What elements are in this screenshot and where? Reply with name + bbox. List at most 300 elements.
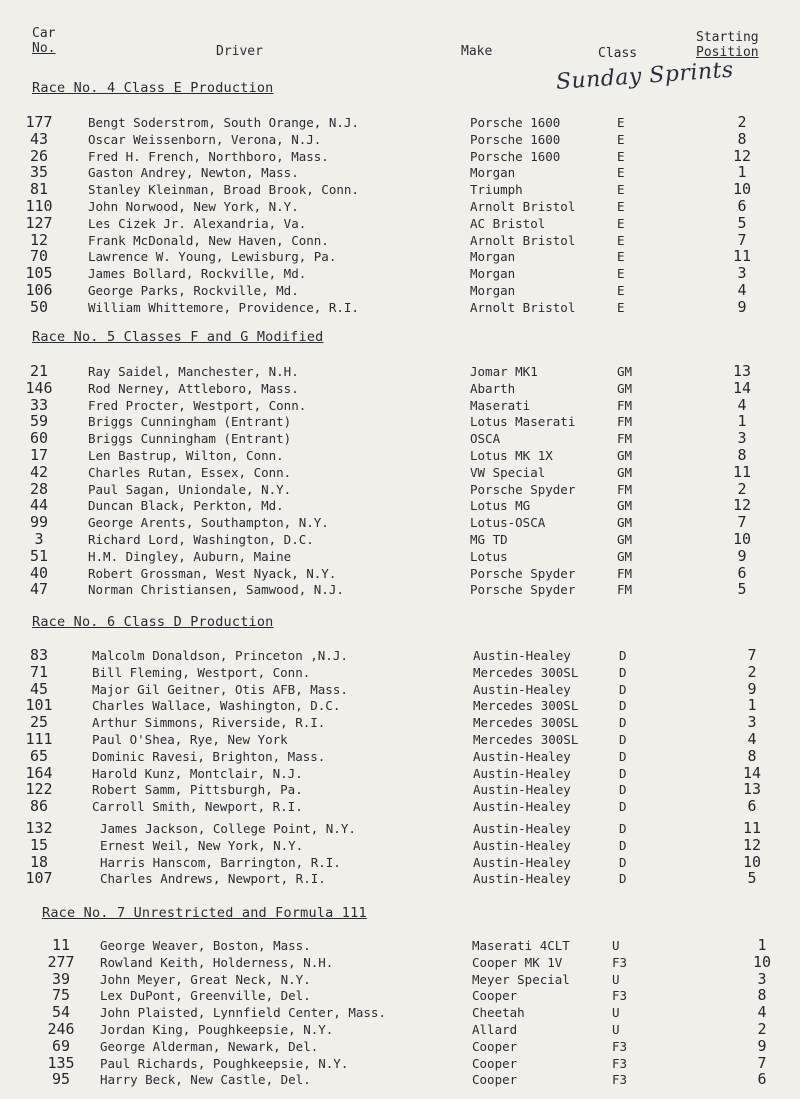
entry-row [0, 479, 800, 499]
car-class: GM [617, 448, 633, 463]
car-class: U [612, 938, 620, 953]
car-class: E [617, 131, 625, 147]
car-class: FM [617, 481, 633, 497]
starting-position: 8 [757, 986, 767, 1005]
driver-name: George Arents, Southampton, N.Y. [88, 515, 329, 531]
driver-name: John Norwood, New York, N.Y. [88, 199, 299, 214]
entry-row [0, 395, 800, 415]
car-class: FM [617, 397, 633, 413]
car-number: 106 [25, 281, 53, 299]
entry-row [0, 230, 800, 250]
car-no-header: Car No. [32, 26, 56, 56]
car-number: 83 [29, 646, 49, 664]
car-number: 18 [29, 852, 49, 871]
car-make: Porsche Spyder [470, 582, 576, 598]
car-class: D [619, 715, 627, 731]
car-make: Cooper [472, 988, 518, 1004]
car-number: 135 [47, 1053, 75, 1072]
driver-name: Richard Lord, Washington, D.C. [88, 532, 314, 547]
driver-name: Frank McDonald, New Haven, Conn. [88, 232, 329, 248]
driver-name: Paul Sagan, Uniondale, N.Y. [88, 481, 292, 497]
car-make: Lotus Maserati [470, 414, 576, 430]
car-make: Allard [472, 1022, 518, 1037]
driver-name: Robert Samm, Pittsburgh, Pa. [92, 782, 303, 798]
driver-name: Carroll Smith, Newport, R.I. [92, 799, 303, 815]
driver-name: Gaston Andrey, Newton, Mass. [88, 165, 299, 181]
driver-name: Fred H. French, Northboro, Mass. [88, 148, 329, 164]
car-make: Lotus MG [470, 498, 531, 514]
entry-row [0, 498, 800, 515]
starting-position: 12 [732, 146, 752, 165]
driver-header: Driver [216, 44, 263, 59]
starting-position: 4 [757, 1003, 767, 1022]
car-class: E [617, 148, 625, 164]
driver-name: Charles Wallace, Washington, D.C. [92, 698, 341, 714]
entry-row [0, 698, 800, 715]
driver-name: George Weaver, Boston, Mass. [100, 938, 311, 953]
entry-row [0, 852, 800, 872]
car-make: Austin-Healey [473, 765, 571, 781]
race-title: Race No. 4 Class E Production [32, 80, 274, 96]
car-make: OSCA [470, 431, 501, 447]
car-make: Arnolt Bristol [470, 199, 576, 214]
car-make: Porsche 1600 [470, 115, 561, 130]
car-number: 111 [25, 730, 53, 748]
driver-name: Briggs Cunningham (Entrant) [88, 414, 292, 430]
car-number: 277 [47, 952, 75, 971]
car-number: 33 [29, 395, 49, 414]
car-number: 21 [29, 362, 49, 380]
entry-row [0, 378, 800, 398]
handwritten-note: Sunday Sprints [555, 57, 735, 95]
car-class: E [617, 165, 625, 181]
car-number: 59 [29, 412, 49, 431]
car-number: 70 [29, 247, 49, 266]
starting-position: 11 [732, 247, 752, 266]
car-class: D [619, 837, 627, 853]
entry-row [0, 182, 800, 199]
driver-name: William Whittemore, Providence, R.I. [88, 299, 359, 315]
car-class: E [617, 266, 625, 282]
car-make: Austin-Healey [473, 799, 571, 815]
entry-row [0, 988, 800, 1005]
car-make: Mercedes 300SL [473, 664, 579, 680]
car-make: Austin-Healey [473, 854, 571, 870]
starting-position: 4 [747, 730, 757, 748]
car-make: MG TD [470, 532, 508, 547]
driver-name: Malcolm Donaldson, Princeton ,N.J. [92, 648, 348, 663]
car-class: E [617, 232, 625, 248]
starting-position: 9 [737, 297, 747, 316]
car-class: D [619, 748, 627, 764]
entry-row [0, 662, 800, 682]
car-class: D [619, 854, 627, 870]
make-header: Make [461, 44, 493, 59]
starting-position: 4 [737, 395, 747, 414]
starting-position: 2 [747, 662, 757, 681]
car-make: Porsche Spyder [470, 481, 576, 497]
car-class: U [612, 1022, 620, 1037]
race-title: Race No. 6 Class D Production [32, 614, 274, 630]
car-class: E [617, 199, 625, 214]
entry-row [0, 582, 800, 599]
starting-position: 3 [747, 713, 757, 732]
car-class: FM [617, 582, 633, 598]
starting-position: 7 [737, 513, 747, 532]
starting-position-header: Starting Position [696, 30, 759, 60]
driver-name: Len Bastrup, Wilton, Conn. [88, 448, 284, 463]
car-class: GM [617, 498, 633, 514]
starting-position: 3 [737, 264, 747, 283]
driver-name: H.M. Dingley, Auburn, Maine [88, 548, 292, 564]
driver-name: Dominic Ravesi, Brighton, Mass. [92, 748, 326, 764]
driver-name: Duncan Black, Perkton, Md. [88, 498, 284, 514]
car-number: 51 [29, 546, 49, 565]
driver-name: Paul Richards, Poughkeepsie, N.Y. [100, 1055, 349, 1071]
starting-position: 13 [742, 780, 762, 799]
entry-row [0, 431, 800, 448]
car-make: Morgan [470, 249, 516, 265]
car-make: Porsche Spyder [470, 565, 576, 581]
car-number: 12 [29, 230, 49, 249]
race-title: Race No. 7 Unrestricted and Formula 111 [42, 905, 367, 921]
car-number: 127 [25, 213, 53, 232]
starting-position: 14 [742, 763, 762, 782]
car-make: Mercedes 300SL [473, 698, 579, 714]
driver-name: John Plaisted, Lynnfield Center, Mass. [100, 1005, 386, 1021]
car-class: U [612, 971, 620, 987]
car-class: GM [617, 364, 633, 379]
car-make: Austin-Healey [473, 871, 571, 887]
driver-name: Harris Hanscom, Barrington, R.I. [100, 854, 341, 870]
car-make: Lotus-OSCA [470, 515, 546, 531]
car-class: F3 [612, 988, 628, 1004]
car-class: U [612, 1005, 620, 1021]
car-class: FM [617, 414, 633, 430]
starting-position: 8 [747, 746, 757, 765]
driver-name: James Jackson, College Point, N.Y. [100, 821, 356, 836]
starting-position: 4 [737, 281, 747, 299]
car-class: D [619, 664, 627, 680]
driver-name: Ray Saidel, Manchester, N.H. [88, 364, 299, 379]
car-number: 132 [25, 819, 53, 837]
car-make: Porsche 1600 [470, 148, 561, 164]
entry-row [0, 835, 800, 855]
car-class: GM [617, 515, 633, 531]
car-class: D [619, 799, 627, 815]
car-make: Arnolt Bristol [470, 232, 576, 248]
starting-position: 2 [737, 113, 747, 131]
entry-row [0, 1022, 800, 1039]
car-class: GM [617, 464, 633, 480]
car-number: 17 [29, 446, 49, 464]
starting-position: 12 [742, 835, 762, 854]
car-number: 146 [25, 378, 53, 397]
entry-row [0, 1072, 800, 1089]
starting-position: 10 [742, 852, 762, 871]
driver-name: Major Gil Geitner, Otis AFB, Mass. [92, 681, 348, 697]
driver-name: Norman Christiansen, Samwood, N.J. [88, 582, 344, 598]
car-number: 60 [29, 429, 49, 448]
car-class: F3 [612, 1072, 628, 1088]
starting-position: 7 [747, 646, 757, 664]
starting-position: 1 [737, 412, 747, 431]
starting-position: 10 [752, 952, 772, 971]
entry-row [0, 746, 800, 766]
car-number: 164 [25, 763, 53, 782]
entry-row [0, 414, 800, 431]
entry-row [0, 297, 800, 317]
car-number: 35 [29, 163, 49, 182]
car-make: Austin-Healey [473, 648, 571, 663]
car-number: 246 [47, 1020, 75, 1038]
car-class: D [619, 765, 627, 781]
driver-name: Harry Beck, New Castle, Del. [100, 1072, 311, 1088]
driver-name: Jordan King, Poughkeepsie, N.Y. [100, 1022, 334, 1037]
entry-row [0, 952, 800, 972]
starting-position: 5 [747, 869, 757, 888]
entry-row [0, 364, 800, 381]
entry-row [0, 1053, 800, 1073]
entry-row [0, 532, 800, 549]
starting-position: 13 [732, 362, 752, 380]
entry-row [0, 799, 800, 816]
car-class: D [619, 782, 627, 798]
starting-position: 1 [747, 696, 757, 715]
starting-position: 10 [732, 180, 752, 199]
starting-position: 5 [737, 580, 747, 599]
driver-name: Rowland Keith, Holderness, N.H. [100, 954, 334, 970]
car-make: Austin-Healey [473, 837, 571, 853]
driver-name: James Bollard, Rockville, Md. [88, 266, 307, 282]
starting-position: 6 [747, 797, 757, 816]
car-make: Mercedes 300SL [473, 732, 579, 747]
entry-row [0, 448, 800, 465]
car-number: 47 [29, 580, 49, 599]
driver-name: Lawrence W. Young, Lewisburg, Pa. [88, 249, 337, 265]
car-make: Maserati 4CLT [472, 938, 570, 953]
starting-position: 7 [757, 1053, 767, 1072]
starting-position: 11 [732, 462, 752, 481]
car-number: 45 [29, 679, 49, 698]
car-make: Cooper MK 1V [472, 954, 563, 970]
starting-position: 6 [757, 1070, 767, 1089]
driver-name: George Parks, Rockville, Md. [88, 283, 299, 298]
car-make: Arnolt Bristol [470, 299, 576, 315]
driver-name: Paul O'Shea, Rye, New York [92, 732, 288, 747]
car-number: 86 [29, 797, 49, 816]
driver-name: John Meyer, Great Neck, N.Y. [100, 971, 311, 987]
starting-position: 2 [757, 1020, 767, 1038]
entry-row [0, 515, 800, 532]
starting-position: 2 [737, 479, 747, 498]
entry-row [0, 715, 800, 732]
car-number: 26 [29, 146, 49, 165]
driver-name: Stanley Kleinman, Broad Brook, Conn. [88, 182, 359, 198]
entry-row [0, 938, 800, 955]
car-class: D [619, 681, 627, 697]
starting-position: 6 [737, 563, 747, 582]
car-number: 39 [51, 969, 71, 988]
starting-position: 8 [737, 129, 747, 148]
entry-row [0, 969, 800, 989]
car-make: Triumph [470, 182, 523, 198]
car-class: E [617, 215, 625, 231]
car-number: 71 [29, 662, 49, 681]
car-number: 25 [29, 713, 49, 732]
car-number: 69 [51, 1036, 71, 1055]
car-make: Morgan [470, 165, 516, 181]
car-number: 105 [25, 264, 53, 283]
starting-position: 1 [737, 163, 747, 182]
car-number: 177 [25, 113, 53, 131]
car-number: 75 [51, 986, 71, 1005]
car-number: 50 [29, 297, 49, 316]
driver-name: Les Cizek Jr. Alexandria, Va. [88, 215, 307, 231]
starting-position: 9 [747, 679, 757, 698]
car-number: 65 [29, 746, 49, 765]
car-class: F3 [612, 1038, 628, 1054]
starting-position: 9 [737, 546, 747, 565]
car-class: GM [617, 548, 633, 564]
car-make: Abarth [470, 380, 516, 396]
class-header: Class [598, 46, 638, 61]
car-number: 81 [29, 180, 49, 199]
car-class: E [617, 299, 625, 315]
starting-position: 14 [732, 378, 752, 397]
car-number: 43 [29, 129, 49, 148]
car-class: F3 [612, 1055, 628, 1071]
car-make: Lotus [470, 548, 508, 564]
driver-name: Arthur Simmons, Riverside, R.I. [92, 715, 326, 731]
entry-row [0, 115, 800, 132]
car-number: 15 [29, 835, 49, 854]
car-make: Cooper [472, 1038, 518, 1054]
car-number: 101 [25, 696, 53, 715]
entry-row [0, 213, 800, 233]
entry-row [0, 146, 800, 166]
car-make: VW Special [470, 464, 546, 480]
starting-position: 11 [742, 819, 762, 837]
car-class: D [619, 821, 627, 836]
driver-name: Fred Procter, Westport, Conn. [88, 397, 307, 413]
car-class: E [617, 249, 625, 265]
entry-row [0, 648, 800, 665]
car-make: Porsche 1600 [470, 131, 561, 147]
car-make: Cooper [472, 1072, 518, 1088]
driver-name: Robert Grossman, West Nyack, N.Y. [88, 565, 337, 581]
entry-row [0, 679, 800, 699]
starting-position: 1 [757, 936, 767, 954]
entry-row [0, 249, 800, 266]
car-class: FM [617, 565, 633, 581]
car-number: 107 [25, 869, 53, 888]
entry-row [0, 199, 800, 216]
car-number: 3 [34, 530, 44, 548]
car-make: Morgan [470, 283, 516, 298]
car-make: Morgan [470, 266, 516, 282]
car-number: 122 [25, 780, 53, 799]
entry-row [0, 821, 800, 838]
starting-position: 3 [757, 969, 767, 988]
car-class: D [619, 648, 627, 663]
car-class: E [617, 115, 625, 130]
car-make: Austin-Healey [473, 748, 571, 764]
driver-name: Bengt Soderstrom, South Orange, N.J. [88, 115, 359, 130]
driver-name: Bill Fleming, Westport, Conn. [92, 664, 311, 680]
car-number: 42 [29, 462, 49, 481]
car-class: D [619, 871, 627, 887]
car-make: Cooper [472, 1055, 518, 1071]
entry-row [0, 871, 800, 888]
starting-position: 5 [737, 213, 747, 232]
car-number: 110 [25, 197, 53, 215]
car-number: 28 [29, 479, 49, 498]
driver-name: Charles Rutan, Essex, Conn. [88, 464, 292, 480]
car-make: Jomar MK1 [470, 364, 538, 379]
car-make: Meyer Special [472, 971, 570, 987]
starting-position: 7 [737, 230, 747, 249]
car-class: D [619, 732, 627, 747]
car-class: GM [617, 532, 633, 547]
car-class: E [617, 182, 625, 198]
driver-name: Harold Kunz, Montclair, N.J. [92, 765, 303, 781]
entry-row [0, 763, 800, 783]
starting-position: 6 [737, 197, 747, 215]
entry-row [0, 546, 800, 566]
starting-position: 9 [757, 1036, 767, 1055]
car-number: 95 [51, 1070, 71, 1089]
entry-row [0, 1036, 800, 1056]
car-make: Mercedes 300SL [473, 715, 579, 731]
entry-row [0, 563, 800, 583]
car-number: 99 [29, 513, 49, 532]
car-class: E [617, 283, 625, 298]
car-class: FM [617, 431, 633, 447]
starting-position: 10 [732, 530, 752, 548]
driver-name: Charles Andrews, Newport, R.I. [100, 871, 326, 887]
car-number: 44 [29, 496, 49, 515]
car-class: F3 [612, 954, 628, 970]
car-number: 11 [51, 936, 71, 954]
car-number: 40 [29, 563, 49, 582]
car-make: AC Bristol [470, 215, 546, 231]
race-title: Race No. 5 Classes F and G Modified [32, 329, 324, 345]
starting-position: 8 [737, 446, 747, 464]
entry-row [0, 165, 800, 182]
entry-row [0, 782, 800, 799]
car-make: Austin-Healey [473, 782, 571, 798]
entry-row [0, 462, 800, 482]
car-class: GM [617, 380, 633, 396]
car-make: Cheetah [472, 1005, 525, 1021]
starting-position: 12 [732, 496, 752, 515]
driver-name: Oscar Weissenborn, Verona, N.J. [88, 131, 322, 147]
entry-row [0, 283, 800, 300]
car-make: Austin-Healey [473, 681, 571, 697]
entry-row [0, 129, 800, 149]
driver-name: Ernest Weil, New York, N.Y. [100, 837, 304, 853]
driver-name: Briggs Cunningham (Entrant) [88, 431, 292, 447]
entry-row [0, 732, 800, 749]
car-number: 54 [51, 1003, 71, 1022]
starting-position: 3 [737, 429, 747, 448]
driver-name: George Alderman, Newark, Del. [100, 1038, 319, 1054]
car-make: Maserati [470, 397, 531, 413]
driver-name: Lex DuPont, Greenville, Del. [100, 988, 311, 1004]
car-class: D [619, 698, 627, 714]
entry-row [0, 1005, 800, 1022]
